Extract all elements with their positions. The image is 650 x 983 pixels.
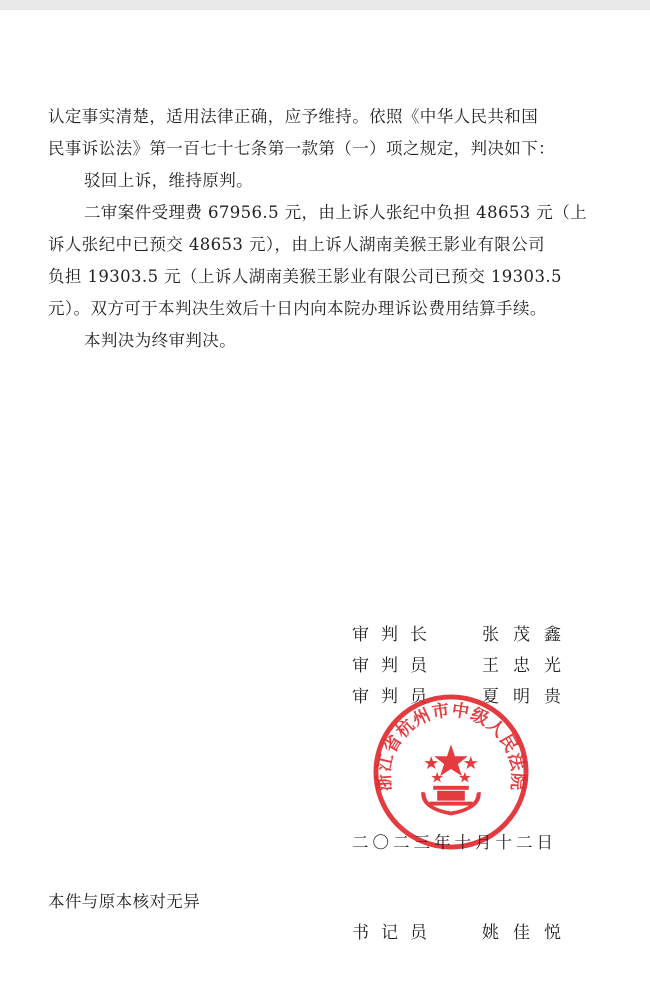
clerk-name: 姚佳悦	[482, 923, 575, 943]
signature-role: 审判员	[352, 687, 439, 707]
fee-line-4: 元）。双方可于本判决生效后十日内向本院办理诉讼费用结算手续。	[48, 299, 547, 318]
court-seal-stamp	[372, 693, 530, 851]
fee-line-1: 二审案件受理费 67956.5 元，由上诉人张纪中负担 48653 元（上	[84, 203, 587, 222]
signature-row-presiding-judge	[352, 620, 602, 648]
signature-row-judge-1	[352, 651, 602, 679]
certification-note: 本件与原本核对无异	[48, 892, 201, 911]
signature-name: 张茂鑫	[482, 625, 575, 645]
final-judgment-line: 本判决为终审判决。	[84, 331, 237, 350]
signature-row-clerk	[352, 918, 602, 946]
body-line-2: 民事诉讼法》第一百七十七条第一款第（一）项之规定，判决如下：	[48, 139, 555, 158]
signature-name: 王忠光	[482, 656, 575, 676]
seal-text: 浙江省杭州市中级人民法院	[374, 700, 528, 792]
judgment-result-line: 驳回上诉，维持原判。	[84, 171, 253, 190]
top-edge-strip	[0, 0, 650, 10]
signature-name: 夏明贵	[482, 687, 575, 707]
national-emblem-icon	[421, 744, 480, 815]
body-line-1: 认定事实清楚，适用法律正确，应予维持。依照《中华人民共和国	[48, 107, 539, 126]
clerk-role: 书记员	[352, 923, 439, 943]
fee-line-3: 负担 19303.5 元（上诉人湖南美猴王影业有限公司已预交 19303.5	[48, 267, 562, 286]
judgment-date: 二〇二三年十月十二日	[352, 833, 557, 852]
fee-line-2: 诉人张纪中已预交 48653 元），由上诉人湖南美猴王影业有限公司	[48, 235, 545, 254]
signature-role: 审判员	[352, 656, 439, 676]
signature-role: 审判长	[352, 625, 439, 645]
